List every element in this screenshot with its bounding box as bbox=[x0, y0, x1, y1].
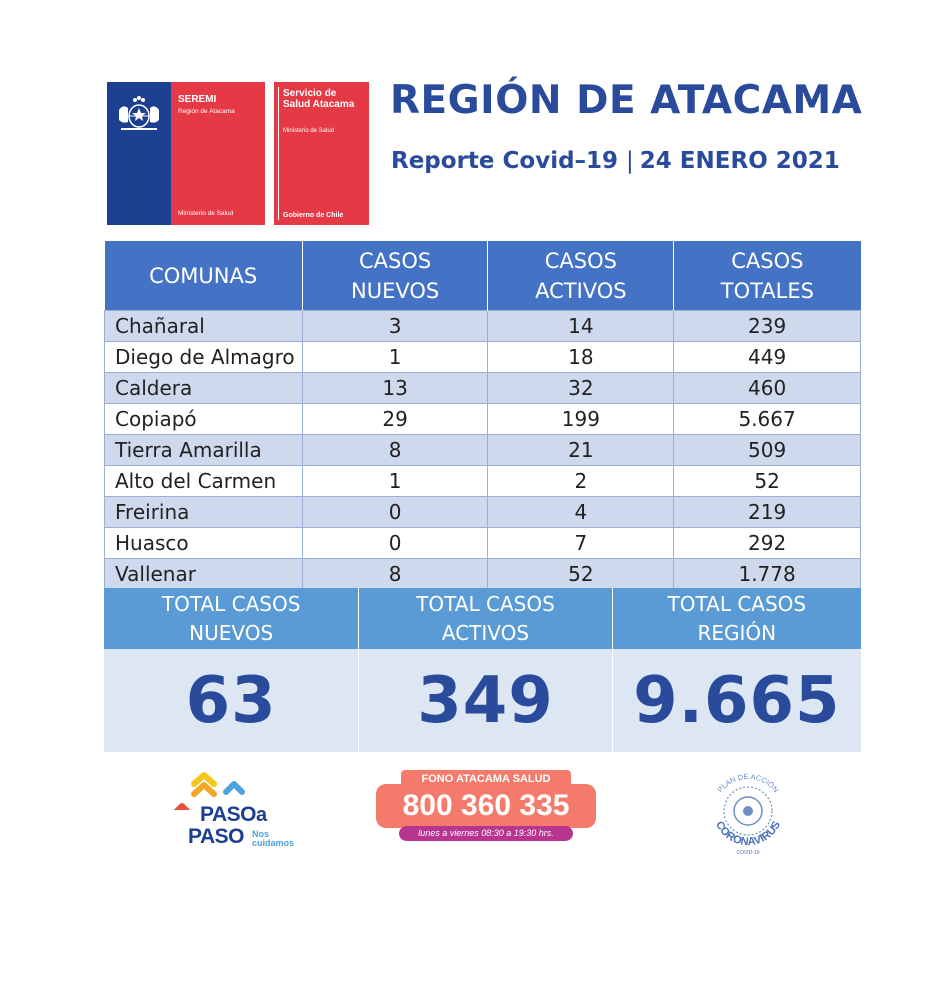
total-region-value: 9.665 bbox=[613, 649, 861, 752]
cell-activos: 32 bbox=[488, 373, 674, 404]
cases-table bbox=[104, 241, 861, 590]
logo-divider bbox=[278, 87, 279, 220]
cell-nuevos: 0 bbox=[302, 497, 488, 528]
cell-totales: 52 bbox=[674, 466, 861, 497]
cell-totales: 219 bbox=[674, 497, 861, 528]
chile-coat-of-arms-icon bbox=[115, 90, 163, 134]
servicio-salud-logo bbox=[274, 82, 369, 225]
cell-activos: 52 bbox=[488, 559, 674, 590]
cell-comuna: Caldera bbox=[105, 373, 303, 404]
plan-main-text: CORONAVIRUS bbox=[712, 819, 784, 849]
paso-word-2: PASO bbox=[188, 825, 244, 848]
header-comunas: COMUNAS bbox=[105, 241, 303, 311]
phone-number: 800 360 335 bbox=[376, 784, 596, 828]
cell-totales: 460 bbox=[674, 373, 861, 404]
cell-totales: 1.778 bbox=[674, 559, 861, 590]
cell-comuna: Copiapó bbox=[105, 404, 303, 435]
cell-activos: 14 bbox=[488, 311, 674, 342]
cell-nuevos: 0 bbox=[302, 528, 488, 559]
servicio-title: Servicio de Salud Atacama bbox=[283, 88, 355, 110]
table-header-row bbox=[105, 241, 861, 311]
seremi-region: Región de Atacama bbox=[178, 108, 235, 115]
report-label: Reporte Covid–19 bbox=[391, 148, 619, 174]
table-row bbox=[105, 528, 861, 559]
total-nuevos-value: 63 bbox=[104, 649, 358, 752]
cell-nuevos: 1 bbox=[302, 342, 488, 373]
cell-nuevos: 8 bbox=[302, 435, 488, 466]
plan-sub-text: COVID-19 bbox=[736, 850, 760, 856]
table-row bbox=[105, 404, 861, 435]
cell-comuna: Vallenar bbox=[105, 559, 303, 590]
logo-blue-panel bbox=[107, 82, 171, 225]
cell-nuevos: 8 bbox=[302, 559, 488, 590]
total-region-label: TOTAL CASOS REGIÓN bbox=[613, 588, 861, 649]
report-subtitle bbox=[391, 148, 840, 174]
fono-atacama-salud bbox=[376, 770, 596, 840]
cell-activos: 18 bbox=[488, 342, 674, 373]
phone-hours: lunes a viernes 08:30 a 19:30 hrs. bbox=[399, 826, 573, 841]
phone-label: FONO ATACAMA SALUD bbox=[401, 770, 571, 788]
cell-comuna: Tierra Amarilla bbox=[105, 435, 303, 466]
seremi-title: SEREMI bbox=[178, 94, 217, 105]
cell-comuna: Chañaral bbox=[105, 311, 303, 342]
total-activos-label: TOTAL CASOS ACTIVOS bbox=[359, 588, 611, 649]
total-activos bbox=[359, 588, 612, 752]
cell-comuna: Alto del Carmen bbox=[105, 466, 303, 497]
table-row bbox=[105, 559, 861, 590]
header-casos-nuevos: CASOS NUEVOS bbox=[302, 241, 488, 311]
cell-nuevos: 1 bbox=[302, 466, 488, 497]
plan-top-text: PLAN DE ACCIÓN bbox=[715, 771, 781, 795]
cell-comuna: Diego de Almagro bbox=[105, 342, 303, 373]
coronavirus-plan-logo bbox=[703, 766, 793, 856]
cell-activos: 2 bbox=[488, 466, 674, 497]
cell-totales: 5.667 bbox=[674, 404, 861, 435]
paso-a-paso-logo bbox=[170, 770, 310, 855]
table-row bbox=[105, 311, 861, 342]
total-nuevos bbox=[104, 588, 359, 752]
table-row bbox=[105, 373, 861, 404]
table-row bbox=[105, 435, 861, 466]
table-row bbox=[105, 497, 861, 528]
cell-totales: 449 bbox=[674, 342, 861, 373]
cell-nuevos: 3 bbox=[302, 311, 488, 342]
cell-activos: 21 bbox=[488, 435, 674, 466]
header-casos-totales: CASOS TOTALES bbox=[674, 241, 861, 311]
seremi-ministry: Ministerio de Salud bbox=[178, 210, 234, 217]
totals-panel bbox=[104, 588, 861, 752]
seremi-logo bbox=[107, 82, 265, 225]
cell-activos: 7 bbox=[488, 528, 674, 559]
cell-activos: 4 bbox=[488, 497, 674, 528]
cell-comuna: Freirina bbox=[105, 497, 303, 528]
header-casos-activos: CASOS ACTIVOS bbox=[488, 241, 674, 311]
page-title: REGIÓN DE ATACAMA bbox=[390, 78, 863, 123]
table-row bbox=[105, 466, 861, 497]
servicio-ministry: Ministerio de Salud bbox=[283, 128, 335, 134]
total-activos-value: 349 bbox=[359, 649, 611, 752]
cell-nuevos: 13 bbox=[302, 373, 488, 404]
nos-cuidamos: Nos cuidamos bbox=[252, 829, 295, 848]
separator: | bbox=[626, 148, 634, 174]
table-row bbox=[105, 342, 861, 373]
servicio-gov: Gobierno de Chile bbox=[283, 212, 344, 219]
cell-totales: 292 bbox=[674, 528, 861, 559]
paso-word-1: PASOa bbox=[200, 803, 267, 826]
cell-totales: 509 bbox=[674, 435, 861, 466]
logo-red-panel bbox=[171, 82, 265, 225]
cell-nuevos: 29 bbox=[302, 404, 488, 435]
report-date: 24 ENERO 2021 bbox=[639, 148, 840, 174]
total-nuevos-label: TOTAL CASOS NUEVOS bbox=[104, 588, 358, 649]
cell-totales: 239 bbox=[674, 311, 861, 342]
cell-comuna: Huasco bbox=[105, 528, 303, 559]
total-region bbox=[613, 588, 861, 752]
cell-activos: 199 bbox=[488, 404, 674, 435]
